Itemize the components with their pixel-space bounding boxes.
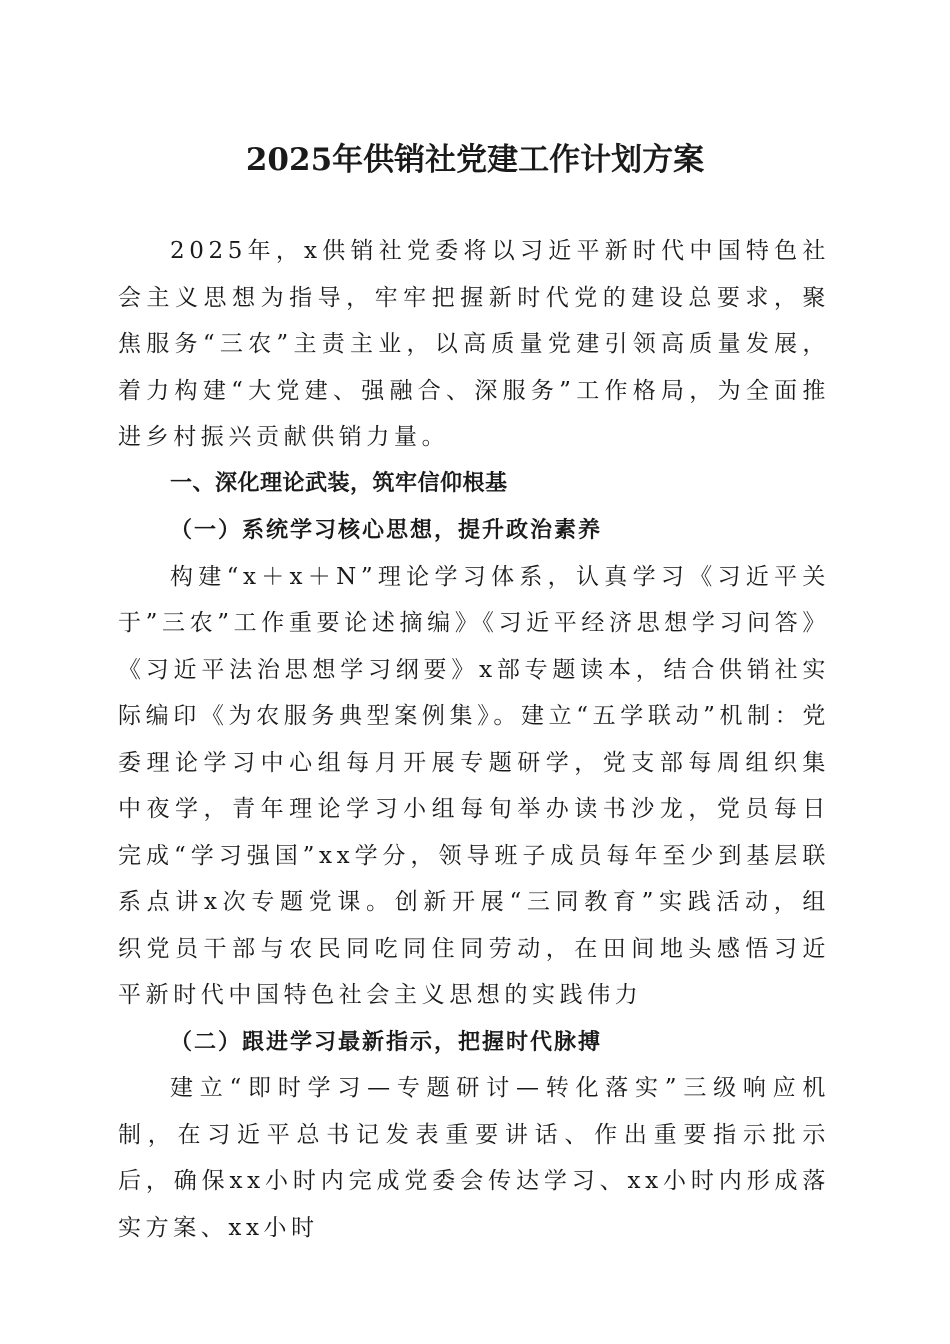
- intro-paragraph: 2025年，x供销社党委将以习近平新时代中国特色社会主义思想为指导，牢牢把握新时代党的建设总要求，聚焦服务“三农”主责主业，以高质量党建引领高质量发展，着力构建“大党建、强融合、深服务”工作格局，为全面推进乡村振兴贡献供销力量。: [118, 238, 830, 450]
- section-1-heading: 一、深化理论武装，筑牢信仰根基: [170, 470, 508, 496]
- document-title: 2025年供销社党建工作计划方案: [245, 142, 705, 178]
- subsection-1-heading: （一）系统学习核心思想，提升政治素养: [170, 517, 603, 543]
- subsection-1-paragraph: 构建“x＋x＋N”理论学习体系，认真学习《习近平关于”三农”工作重要论述摘编》《习近平经济思想学习问答》《习近平法治思想学习纲要》x部专题读本，结合供销社实际编印《为农服务典型案例集》。建立“五学联动”机制：党委理论学习中心组每月开展专题研学，党支部每周组织集中夜学，青年理论学习小组每旬举办读书沙龙，党员每日完成“学习强国”xx学分，领导班子成员每年至少到基层联系点讲x次专题党课。创新开展“三同教育”实践活动，组织党员干部与农民同吃同住同劳动，在田间地头感悟习近平新时代中国特色社会主义思想的实践伟力: [118, 563, 830, 1008]
- subsection-2-heading: （二）跟进学习最新指示，把握时代脉搏: [170, 1028, 603, 1055]
- document-body: [118, 228, 830, 1251]
- subsection-2-paragraph: 建立“即时学习—专题研讨—转化落实”三级响应机制，在习近平总书记发表重要讲话、作出重要指示批示后，确保xx小时内完成党委会传达学习、xx小时内形成落实方案、xx小时: [118, 1075, 830, 1241]
